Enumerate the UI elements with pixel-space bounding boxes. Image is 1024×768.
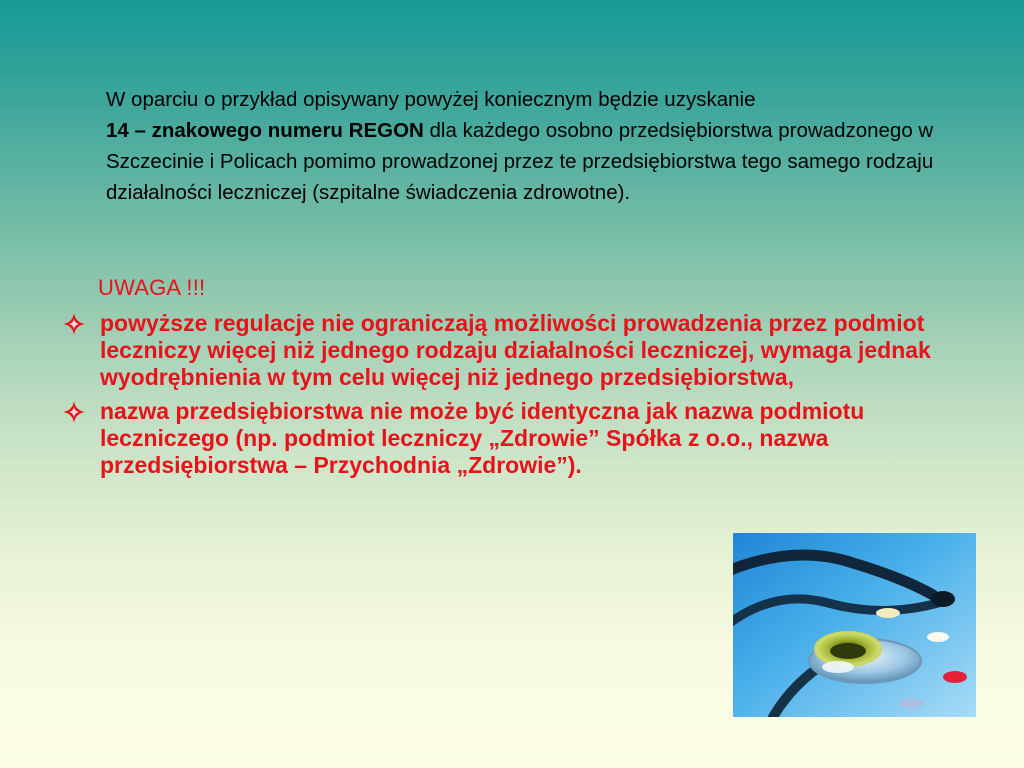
warning-bullet-list bbox=[62, 310, 972, 486]
intro-text-1: W oparciu o przykład opisywany powyżej koniecznym będzie uzyskanie bbox=[106, 88, 756, 111]
intro-regon-bold: 14 – znakowego numeru REGON bbox=[106, 119, 424, 142]
intro-text-2: dla każdego osobno przedsiębiorstwa prowadzonego w Szczecinie i Policach pomimo prowadzonej przez te przedsiębiorstwa tego samego rodzaju działalności leczniczej (szpitalne świadczenia zdrowotne). bbox=[106, 119, 934, 204]
intro-paragraph bbox=[106, 84, 946, 208]
bullet-item-1 bbox=[62, 310, 972, 391]
diamond-bullet-icon bbox=[62, 312, 86, 336]
bullet-text-2: nazwa przedsiębiorstwa nie może być identyczna jak nazwa podmiotu leczniczego (np. podmiot leczniczy „Zdrowie” Spółka z o.o., nazwa przedsiębiorstwa – Przychodnia „Zdrowie”). bbox=[100, 398, 865, 478]
bullet-text-1: powyższe regulacje nie ograniczają możliwości prowadzenia przez podmiot leczniczy więcej niż jednego rodzaju działalności leczniczej, wymaga jednak wyodrębnienia w tym celu więcej niż jednego przedsiębiorstwa, bbox=[100, 310, 931, 390]
stethoscope-icon bbox=[733, 533, 976, 717]
diamond-bullet-icon bbox=[62, 400, 86, 424]
bullet-item-2 bbox=[62, 398, 972, 479]
stethoscope-pills-photo bbox=[733, 533, 976, 717]
warning-title: UWAGA !!! bbox=[98, 275, 206, 300]
